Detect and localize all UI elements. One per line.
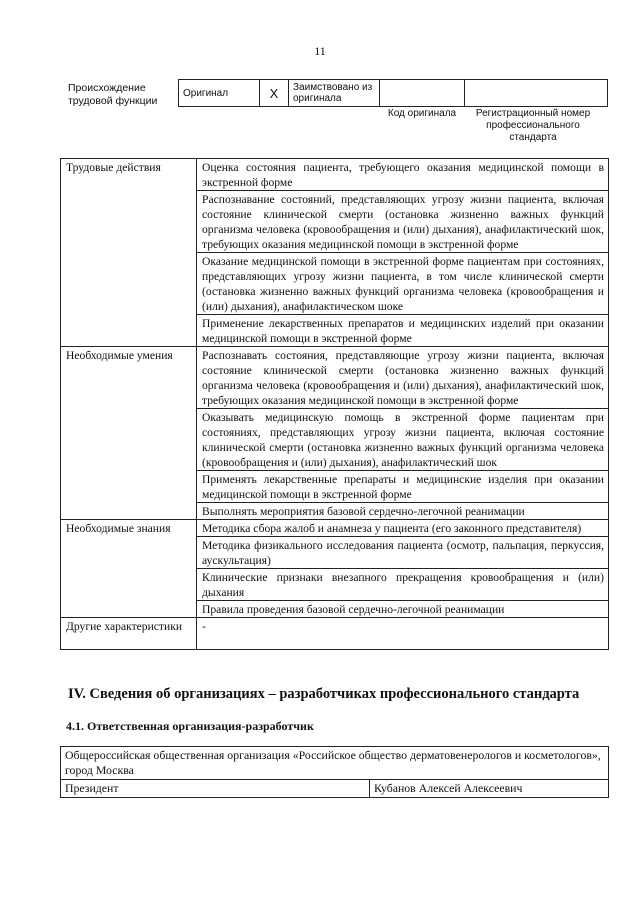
original-mark: X <box>269 85 279 101</box>
category-required-knowledge: Необходимые знания <box>61 520 197 618</box>
code-original-cell <box>380 80 465 107</box>
origin-label-line2: трудовой функции <box>68 95 158 107</box>
reg-caption-line3: стандарта <box>509 132 557 143</box>
reg-caption-line1: Регистрационный номер <box>475 108 591 119</box>
origin-label <box>68 82 157 108</box>
table-row <box>61 520 609 537</box>
organization-name: Общероссийская общественная организация «Российское общество дерматовенерологов и косметологов», город Москва <box>61 747 609 780</box>
borrowed-line1: Заимствовано из <box>293 82 373 93</box>
list-item: Применение лекарственных препаратов и медицинских изделий при оказании медицинской помощи в экстренной форме <box>197 315 609 347</box>
organization-person: Кубанов Алексей Алексеевич <box>370 780 609 798</box>
origin-table <box>178 79 608 107</box>
borrowed-line2: оригинала <box>293 93 342 104</box>
registration-number-caption <box>466 108 600 144</box>
original-mark-cell <box>260 80 289 107</box>
list-item: - <box>197 618 609 650</box>
registration-number-cell <box>465 80 608 107</box>
organization-position: Президент <box>61 780 370 798</box>
code-original-caption: Код оригинала <box>387 108 457 119</box>
borrowed-cell <box>289 80 380 107</box>
table-row <box>61 618 609 650</box>
list-item: Методика сбора жалоб и анамнеза у пациента (его законного представителя) <box>197 520 609 537</box>
list-item: Оказывать медицинскую помощь в экстренной форме пациентам при состояниях, представляющих угрозу жизни пациента, включая состояние клинической смерти (остановка жизненно важных функций организма человека (кровообращения и (или) дыхания), анафилактический шок <box>197 409 609 471</box>
table-row <box>61 159 609 191</box>
list-item: Правила проведения базовой сердечно-легочной реанимации <box>197 601 609 618</box>
list-item: Распознавать состояния, представляющие угрозу жизни пациента, включая состояние клинической смерти (остановка жизненно важных функций организма человека (кровообращения и (или) дыхания), анафилактический шок, требующих оказания медицинской помощи в экстренной форме <box>197 347 609 409</box>
category-required-skills: Необходимые умения <box>61 347 197 520</box>
subsection-title: 4.1. Ответственная организация-разработчик <box>66 719 314 733</box>
original-label: Оригинал <box>183 87 229 99</box>
table-row <box>61 747 609 780</box>
table-row <box>61 780 609 798</box>
list-item: Распознавание состояний, представляющих угрозу жизни пациента, включая состояние клинической смерти (остановка жизненно важных функций организма человека (кровообращения и (или) дыхания), анафилактический шок, требующих оказания медицинской помощи в экстренной форме <box>197 191 609 253</box>
table-row <box>61 347 609 409</box>
list-item: Клинические признаки внезапного прекращения кровообращения и (или) дыхания <box>197 569 609 601</box>
original-cell <box>179 80 260 107</box>
reg-caption-line2: профессионального <box>486 120 580 131</box>
list-item: Методика физикального исследования пациента (осмотр, пальпация, перкуссия, аускультация) <box>197 537 609 569</box>
list-item: Оценка состояния пациента, требующего оказания медицинской помощи в экстренной форме <box>197 159 609 191</box>
page-number: 11 <box>314 44 326 58</box>
list-item: Применять лекарственные препараты и медицинские изделия при оказании медицинской помощи в экстренной форме <box>197 471 609 503</box>
list-item: Выполнять мероприятия базовой сердечно-легочной реанимации <box>197 503 609 520</box>
origin-label-line1: Происхождение <box>68 82 146 94</box>
section-title: IV. Сведения об организациях – разработчиках профессионального стандарта <box>68 686 580 702</box>
list-item: Оказание медицинской помощи в экстренной форме пациентам при состояниях, представляющих угрозу жизни пациента, в том числе клинической смерти (остановка жизненно важных функций организма человека (кровообращения и (или) дыхания), анафилактическом шоке <box>197 253 609 315</box>
organization-table <box>60 746 609 798</box>
category-other-characteristics: Другие характеристики <box>61 618 197 650</box>
category-labour-actions: Трудовые действия <box>61 159 197 347</box>
labour-function-table <box>60 158 609 650</box>
